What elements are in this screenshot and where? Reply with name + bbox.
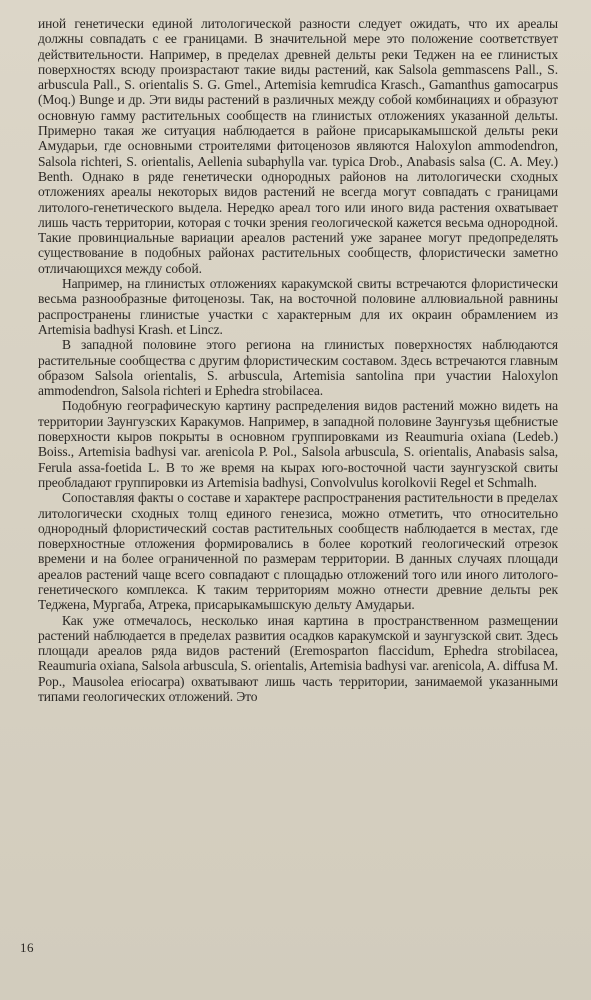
body-text	[38, 16, 558, 704]
paragraph: Как уже отмечалось, несколько иная картина в пространственном размещении растений наблюдается в пределах развития осадков каракумской и заунгузской свит. Здесь площади ареалов ряда видов растений (Eremosparton flaccidum, Ephedra strobilacea, Reaumuria oxiana, Salsola arbuscula, S. orientalis, Artemisia badhysi var. arenicola, A. diffusa M. Pop., Mausolea eriocarpa) охватывают лишь часть территории, занимаемой указанными типами геологических отложений. Это	[38, 612, 558, 705]
paragraph: иной генетически единой литологической разности следует ожидать, что их ареалы должны совпадать с ее границами. В значительной мере это положение соответствует действительности. Например, в пределах древней дельты реки Теджен на ее глинистых поверхностях всюду произрастают такие виды растений, как Salsola gemmascens Pall., S. arbuscula Pall., S. orientalis S. G. Gmel., Artemisia kemrudica Krasch., Gamanthus gamocarpus (Moq.) Bunge и др. Эти виды растений в различных между собой комбинациях и образуют основную гамму растительных сообществ на глинистых отложениях указанной дельты. Примерно такая же ситуация наблюдается в районе присарыкамышской дельты реки Амударьи, где основными строителями фитоценозов являются Haloxylon ammodendron, Salsola richteri, S. orientalis, Aellenia subaphylla var. typica Drob., Anabasis salsa (C. A. Mey.) Benth. Однако в ряде генетически однородных районов на литологически сходных отложениях ареалы некоторых видов растений не всегда могут совпадать с границами литолого-генетического выдела. Нередко ареал того или иного вида растения охватывает лишь часть территории, которая с точки зрения геологической кажется весьма однородной. Такие провинциальные вариации ареалов растений уже заранее могут предопределять существование в подобных районах растительных сообществ, флористически заметно отличающихся между собой.	[38, 16, 558, 276]
paragraph: Сопоставляя факты о составе и характере распространения растительности в пределах литологически сходных толщ единого генезиса, можно отметить, что относительно однородный флористический состав растительных сообществ наблюдается в местах, где поверхностные отложения формировались в более короткий геологический отрезок времени и на более ограниченной по размерам территории. В данных случаях площади ареалов растений чаще всего совпадают с площадью отложений того или иного литолого-генетического комплекса. К таким территориям можно отнести древние дельты рек Теджена, Мургаба, Атрека, присарыкамышскую дельту Амударьи.	[38, 490, 558, 613]
paragraph: Например, на глинистых отложениях каракумской свиты встречаются флористически весьма разнообразные фитоценозы. Так, на восточной половине аллювиальной равнины распространены глинистые участки с характерным для их окраин обрамлением из Artemisia badhysi Krash. et Lincz.	[38, 276, 558, 337]
page-number: 16	[20, 940, 34, 955]
paragraph: В западной половине этого региона на глинистых поверхностях наблюдаются растительные сообщества с другим флористическим составом. Здесь встречаются главным образом Salsola orientalis, S. arbuscula, Artemisia santolina при участии Haloxylon ammodendron, Salsola richteri и Ephedra strobilacea.	[38, 337, 558, 399]
paragraph: Подобную географическую картину распределения видов растений можно видеть на территории Заунгузских Каракумов. Например, в западной половине Заунгузья щебнистые поверхности кыров покрыты в основном группировками из Reaumuria oxiana (Ledeb.) Boiss., Artemisia badhysi var. arenicola P. Pol., Salsola arbuscula, S. orientalis, Anabasis salsa, Ferula assa-foetida L. В то же время на кырах юго-восточной части заунгузской свиты преобладают группировки из Artemisia badhysi, Convolvulus korolkovii Regel et Schmalh.	[38, 398, 558, 490]
